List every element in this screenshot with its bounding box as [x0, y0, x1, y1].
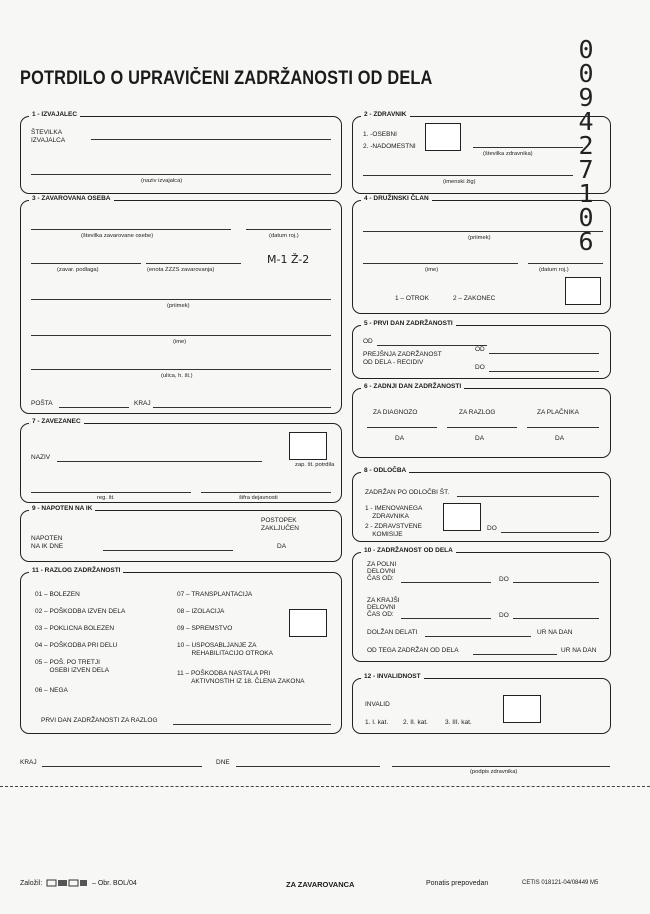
- section-invalidnost: [352, 673, 611, 734]
- od-tega-line[interactable]: [473, 654, 557, 655]
- surname-caption: (priimek): [167, 303, 190, 309]
- ur-na-dan-label-1: UR NA DAN: [537, 629, 573, 636]
- razlog-item[interactable]: 09 – SPREMSTVO: [177, 625, 233, 632]
- name-line[interactable]: [31, 335, 331, 336]
- enota-caption: (enota ZZZS zavarovanja): [147, 267, 215, 273]
- razlog-item[interactable]: 02 – POŠKODBA IZVEN DELA: [35, 608, 126, 615]
- section-heading: 1 - IZVAJALEC: [29, 111, 80, 118]
- zdravnik-stamp-line[interactable]: [363, 175, 573, 176]
- family-birth-caption: (datum roj.): [539, 267, 569, 273]
- family-name-caption: (ime): [425, 267, 439, 273]
- section-zavezanec: [20, 418, 342, 503]
- da-label-1: DA: [395, 435, 405, 442]
- razlog-item[interactable]: 06 – NEGA: [35, 687, 68, 694]
- section-heading: 7 - ZAVEZANEC: [29, 418, 84, 425]
- dejavnost-caption: šifra dejavnosti: [239, 495, 278, 501]
- recidiv-od-label: OD: [475, 346, 485, 353]
- family-surname-caption: (priimek): [468, 235, 491, 241]
- nadomestni-option[interactable]: 2. -NADOMESTNI: [363, 143, 416, 150]
- bottom-kraj-line[interactable]: [42, 766, 202, 767]
- section-zadrzanost-od-dela: [352, 547, 611, 662]
- section-heading: 2 - ZDRAVNIK: [361, 111, 410, 118]
- bottom-dne-label: DNE: [216, 759, 230, 766]
- napoten-date-line[interactable]: [103, 550, 233, 551]
- osebni-option[interactable]: 1. -OSEBNI: [363, 131, 397, 138]
- odlocba-do-line[interactable]: [501, 532, 599, 533]
- izvajalec-name-line[interactable]: [31, 174, 331, 175]
- da-label-2: DA: [475, 435, 485, 442]
- footer-print-code: CETIS 018121-04/08449 M5: [522, 880, 599, 886]
- zdravnik-number-caption: (številka zdravnika): [483, 151, 533, 157]
- zdravnik-stamp-caption: (imenski žig): [443, 179, 476, 185]
- imenovanega-option[interactable]: 1 - IMENOVANEGA ZDRAVNIKA: [365, 505, 423, 520]
- footer-za-zavarovanca: ZA ZAVAROVANCA: [286, 880, 355, 889]
- polni-do-line[interactable]: [513, 582, 599, 583]
- insured-number-line[interactable]: [31, 229, 231, 230]
- od-tega-label: OD TEGA ZADRŽAN OD DELA: [367, 647, 459, 654]
- razlog-item[interactable]: 04 – POŠKODBA PRI DELU: [35, 642, 118, 649]
- last-day-line-1[interactable]: [367, 427, 437, 428]
- dolzan-line[interactable]: [425, 636, 531, 637]
- razlog-code-box[interactable]: [289, 609, 327, 637]
- invalid-label: INVALID: [365, 701, 390, 708]
- street-line[interactable]: [31, 369, 331, 370]
- za-diagnozo-label: ZA DIAGNOZO: [373, 409, 418, 416]
- za-placnika-label: ZA PLAČNIKA: [537, 409, 579, 416]
- naziv-line[interactable]: [57, 461, 262, 462]
- section-izvajalec: [20, 111, 342, 194]
- serial-number: 00942710 6: [578, 35, 594, 256]
- last-day-line-2[interactable]: [447, 427, 517, 428]
- za-razlog-label: ZA RAZLOG: [459, 409, 496, 416]
- posta-line[interactable]: [59, 407, 129, 408]
- page-title: POTRDILO O UPRAVIČENI ZADRŽANOSTI OD DELA: [20, 68, 433, 89]
- first-day-line[interactable]: [377, 345, 487, 346]
- family-birth-line[interactable]: [528, 263, 603, 264]
- section-napoten: [20, 505, 342, 562]
- razlog-item[interactable]: 01 – BOLEZEN: [35, 591, 80, 598]
- krajsi-do-label: DO: [499, 612, 509, 619]
- zdravnik-type-box[interactable]: [425, 123, 461, 151]
- odlocba-type-box[interactable]: [443, 503, 481, 531]
- kraj-label: KRAJ: [134, 400, 151, 407]
- razlog-item[interactable]: 07 – TRANSPLANTACIJA: [177, 591, 253, 598]
- ur-na-dan-label-2: UR NA DAN: [561, 647, 597, 654]
- razlog-item[interactable]: 10 – USPOSABLJANJE ZA REHABILITACIJO OTROKA: [177, 642, 273, 657]
- izvajalec-name-caption: (naziv izvajalca): [141, 178, 183, 184]
- section-heading: 5 - PRVI DAN ZADRŽANOSTI: [361, 320, 456, 327]
- invalid-category-box[interactable]: [503, 695, 541, 723]
- enota-line[interactable]: [146, 263, 241, 264]
- izvajalec-number-line[interactable]: [91, 139, 331, 140]
- section-razlog: [20, 567, 342, 734]
- name-caption: (ime): [173, 339, 187, 345]
- recidiv-label: PREJŠNJA ZADRŽANOST OD DELA - RECIDIV: [363, 351, 442, 366]
- polni-do-label: DO: [499, 576, 509, 583]
- birth-date-line[interactable]: [246, 229, 331, 230]
- da-label-3: DA: [555, 435, 565, 442]
- gender-handwritten: M-1 Ž-2: [267, 253, 310, 266]
- naziv-label: NAZIV: [31, 454, 51, 461]
- publisher-logo-icon: [46, 878, 88, 888]
- section-heading: 9 - NAPOTEN NA IK: [29, 505, 95, 512]
- prvi-dan-razlog-label: PRVI DAN ZADRŽANOSTI ZA RAZLOG: [41, 717, 158, 724]
- razlog-item[interactable]: 11 – POŠKODBA NASTALA PRI AKTIVNOSTIH IZ 18. ČLENA ZAKONA: [177, 670, 305, 685]
- podlaga-caption: (zavar. podlaga): [57, 267, 99, 273]
- footer-publisher-label: Založil:: [20, 880, 43, 887]
- polni-label: ZA POLNI DELOVNI ČAS OD:: [367, 561, 397, 582]
- family-surname-line[interactable]: [363, 231, 603, 232]
- otrok-option[interactable]: 1 – OTROK: [395, 295, 429, 302]
- krajsi-label: ZA KRAJŠI DELOVNI ČAS OD:: [367, 597, 400, 618]
- zap-st-box[interactable]: [289, 432, 327, 460]
- recidiv-do-line[interactable]: [489, 371, 599, 372]
- postopek-label: POSTOPEK ZAKLJUČEN: [261, 517, 299, 532]
- surname-line[interactable]: [31, 299, 331, 300]
- kat-2-option[interactable]: 2. II. kat.: [403, 719, 428, 726]
- perforation-line: [0, 786, 650, 787]
- section-heading: 3 - ZAVAROVANA OSEBA: [29, 195, 114, 202]
- komisije-option[interactable]: 2 - ZDRAVSTVENE KOMISIJE: [365, 523, 422, 538]
- section-zavarovana-oseba: [20, 195, 342, 414]
- razlog-item[interactable]: 08 – IZOLACIJA: [177, 608, 225, 615]
- reg-st-line[interactable]: [31, 492, 191, 493]
- recidiv-do-label: DO: [475, 364, 485, 371]
- izvajalec-number-label: ŠTEVILKA IZVAJALCA: [31, 129, 66, 144]
- dejavnost-line[interactable]: [201, 492, 331, 493]
- bottom-dne-line[interactable]: [236, 766, 380, 767]
- signature-line[interactable]: [392, 766, 610, 767]
- section-odlocba: [352, 467, 611, 542]
- odlocba-number-line[interactable]: [457, 496, 599, 497]
- krajsi-do-line[interactable]: [513, 618, 599, 619]
- recidiv-od-line[interactable]: [489, 353, 599, 354]
- polni-od-line[interactable]: [401, 582, 491, 583]
- kraj-line[interactable]: [153, 407, 331, 408]
- last-day-line-3[interactable]: [527, 427, 599, 428]
- zadrzan-label: ZADRŽAN PO ODLOČBI ŠT.: [365, 489, 450, 496]
- section-heading: 8 - ODLOČBA: [361, 467, 409, 474]
- section-heading: 4 - DRUŽINSKI ČLAN: [361, 195, 432, 202]
- zap-st-caption: zap. št. potrdila: [295, 462, 335, 468]
- dolzan-label: DOLŽAN DELATI: [367, 629, 418, 636]
- kat-1-option[interactable]: 1. I. kat.: [365, 719, 389, 726]
- section-zdravnik: [352, 111, 611, 194]
- posta-label: POŠTA: [31, 400, 53, 407]
- section-heading: 11 - RAZLOG ZADRŽANOSTI: [29, 567, 123, 574]
- section-heading: 6 - ZADNJI DAN ZADRŽANOSTI: [361, 383, 464, 390]
- krajsi-od-line[interactable]: [401, 618, 491, 619]
- section-heading: 10 - ZADRŽANOST OD DELA: [361, 547, 456, 554]
- zdravnik-number-line[interactable]: [473, 147, 583, 148]
- prvi-dan-razlog-line[interactable]: [173, 724, 331, 725]
- bottom-kraj-label: KRAJ: [20, 759, 37, 766]
- napoten-label: NAPOTEN NA IK DNE: [31, 535, 64, 550]
- section-druzinski-clan: [352, 195, 611, 314]
- odlocba-do-label: DO: [487, 525, 497, 532]
- street-caption: (ulica, h. št.): [161, 373, 193, 379]
- reg-st-caption: reg. št.: [97, 495, 115, 501]
- podlaga-line[interactable]: [31, 263, 141, 264]
- first-day-od-label: OD: [363, 338, 373, 345]
- section-zadnji-dan: [352, 383, 611, 458]
- section-prvi-dan: [352, 320, 611, 379]
- insured-number-caption: (številka zavarovane osebe): [81, 233, 154, 239]
- family-type-box[interactable]: [565, 277, 601, 305]
- kat-3-option[interactable]: 3. III. kat.: [445, 719, 472, 726]
- razlog-item[interactable]: 05 – POŠ. PO TRETJI OSEBI IZVEN DELA: [35, 659, 110, 674]
- footer-ponatis: Ponatis prepovedan: [426, 880, 489, 887]
- razlog-item[interactable]: 03 – POKLICNA BOLEZEN: [35, 625, 115, 632]
- footer-form-code: – Obr. BOL/04: [92, 880, 137, 887]
- birth-date-caption: (datum roj.): [269, 233, 299, 239]
- signature-caption: (podpis zdravnika): [470, 769, 518, 775]
- family-name-line[interactable]: [363, 263, 518, 264]
- zakonec-option[interactable]: 2 – ZAKONEC: [453, 295, 496, 302]
- section-heading: 12 - INVALIDNOST: [361, 673, 424, 680]
- postopek-da-label: DA: [277, 543, 287, 550]
